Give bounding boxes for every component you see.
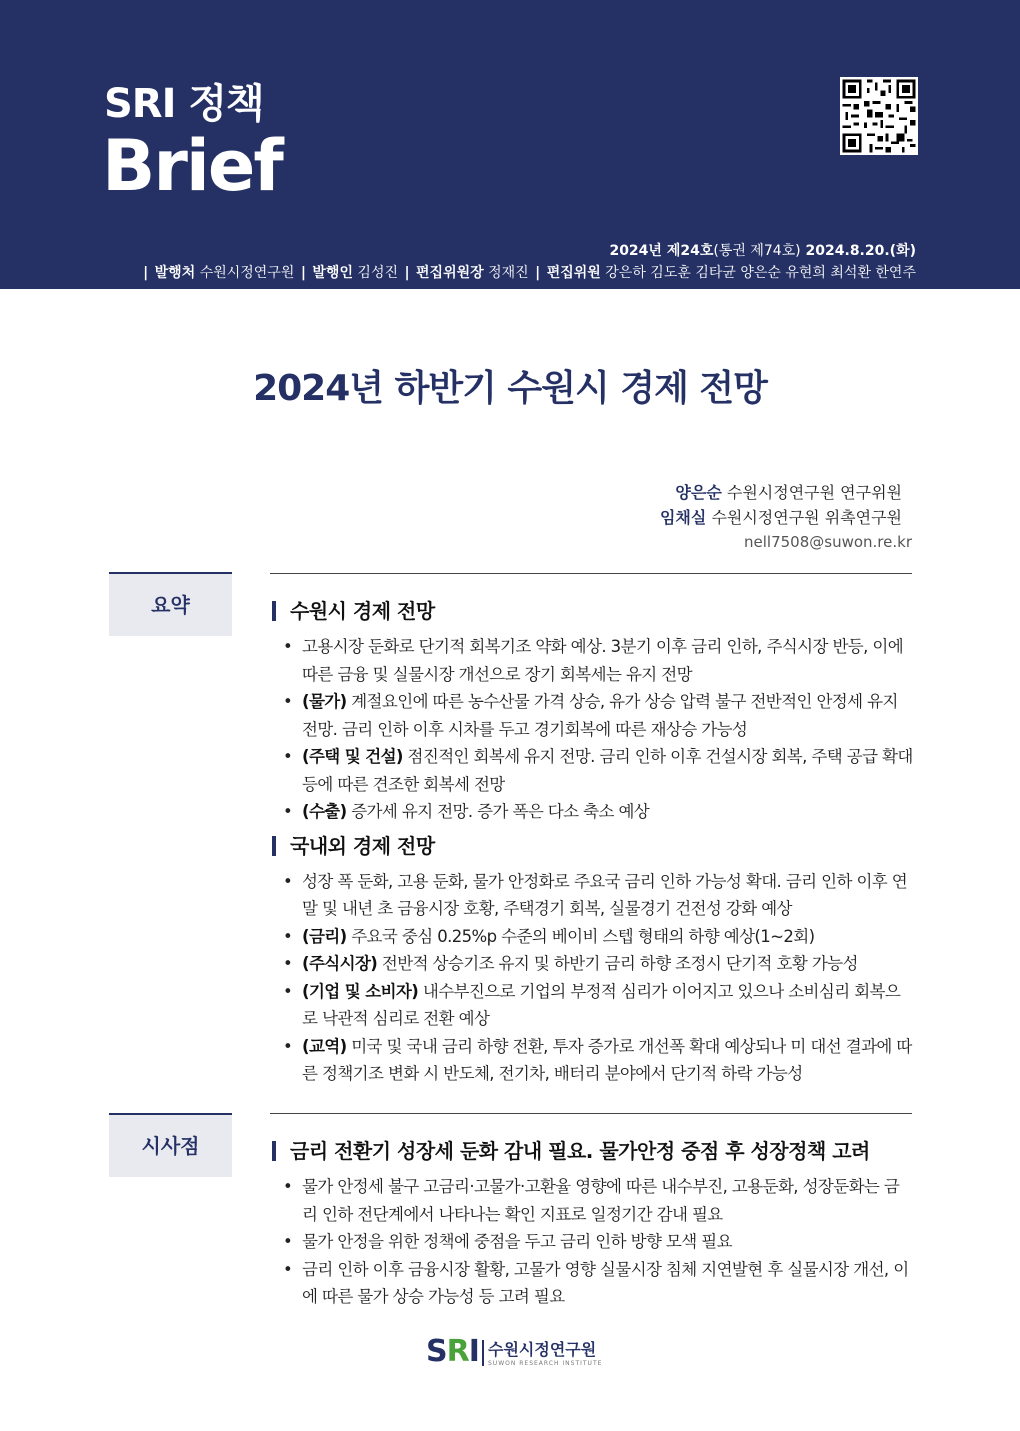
author-email[interactable]: nell7508@suwon.re.kr — [744, 533, 912, 551]
list-item: • (주택 및 건설) 점진적인 회복세 유지 전망. 금리 인하 이후 건설시장 회복, 주택 공급 확대 등에 따른 견조한 회복세 전망 — [272, 743, 914, 798]
issue-date: 2024.8.20.(화) — [805, 243, 916, 259]
list-item: • (물가) 계절요인에 따른 농수산물 가격 상승, 유가 상승 압력 불구 전반적인 안정세 유지 전망. 금리 인하 이후 시차를 두고 경기회복에 따른 재상승 가능성 — [272, 688, 914, 743]
bullet-list — [272, 868, 914, 1088]
section-heading: 국내외 경제 전망 — [272, 832, 914, 860]
logo-line2: Brief — [102, 125, 282, 207]
list-item: • 물가 안정을 위한 정책에 중점을 두고 금리 인하 방향 모색 필요 — [272, 1228, 914, 1256]
sri-logo-icon: SRI — [426, 1334, 479, 1369]
logo-divider — [482, 1340, 484, 1366]
list-item: • 성장 폭 둔화, 고용 둔화, 물가 안정화로 주요국 금리 인하 가능성 확대. 금리 인하 이후 연말 및 내년 초 금융시장 호황, 주택경기 회복, 실물경기 건전성 강화 예상 — [272, 868, 914, 923]
staff-name: 김성진 — [357, 265, 398, 281]
page-title: 2024년 하반기 수원시 경제 전망 — [253, 368, 767, 409]
org-name: 수원시정연구원 — [488, 1340, 597, 1359]
logo-line1: SRI 정책 — [104, 81, 264, 127]
summary-tab: 요약 — [109, 572, 232, 636]
staff-credits: | 발행처 수원시정연구원 | 발행인 김성진 | 편집위원장 정재진 | 편집위원 강은하 김도훈 김타균 양은순 유현희 최석환 한연주 — [143, 265, 916, 281]
masthead — [0, 0, 1020, 289]
list-item: • (기업 및 소비자) 내수부진으로 기업의 부정적 심리가 이어지고 있으나 소비심리 회복으로 낙관적 심리로 전환 예상 — [272, 978, 914, 1033]
list-item: • 물가 안정세 불구 고금리·고물가·고환율 영향에 따른 내수부진, 고용둔화, 성장둔화는 금리 인하 전단계에서 나타나는 확인 지표로 일정기간 감내 필요 — [272, 1173, 914, 1228]
staff-name: 수원시정연구원 — [199, 265, 295, 281]
heading-bar-icon — [272, 836, 276, 856]
divider — [270, 1113, 912, 1114]
staff-role: 발행인 — [312, 265, 353, 281]
staff-name: 강은하 김도훈 김타균 양은순 유현희 최석환 한연주 — [605, 265, 916, 281]
qr-code-icon[interactable] — [840, 77, 918, 155]
divider — [270, 573, 912, 574]
org-name-en: SUWON RESEARCH INSTITUTE — [488, 1360, 603, 1367]
author-name: 양은순 — [675, 483, 722, 502]
footer-logo — [426, 1336, 606, 1372]
list-item: • 고용시장 둔화로 단기적 회복기조 약화 예상. 3분기 이후 금리 인하, 주식시장 반등, 이에 따른 금융 및 실물시장 개선으로 장기 회복세는 유지 전망 — [272, 633, 914, 688]
issue-number: 2024년 제24호 — [609, 243, 714, 259]
staff-name: 정재진 — [488, 265, 529, 281]
list-item: • 금리 인하 이후 금융시장 활황, 고물가 영향 실물시장 침체 지연발현 후 실물시장 개선, 이에 따른 물가 상승 가능성 등 고려 필요 — [272, 1256, 914, 1311]
author-list — [660, 480, 902, 530]
section-heading: 금리 전환기 성장세 둔화 감내 필요. 물가안정 중점 후 성장정책 고려 — [272, 1137, 914, 1165]
issue-total-number: (통권 제74호) — [713, 243, 801, 259]
bullet-list — [272, 1173, 914, 1311]
heading-bar-icon — [272, 1141, 276, 1161]
section-heading: 수원시 경제 전망 — [272, 597, 914, 625]
list-item: • (수출) 증가세 유지 전망. 증가 폭은 다소 축소 예상 — [272, 798, 914, 826]
staff-role: 발행처 — [154, 265, 196, 281]
staff-role: 편집위원 — [546, 265, 601, 281]
author-entry — [660, 480, 902, 505]
implications-content — [272, 1137, 914, 1311]
bullet-list — [272, 633, 914, 826]
list-item: • (금리) 주요국 중심 0.25%p 수준의 베이비 스텝 형태의 하향 예상(1~2회) — [272, 923, 914, 951]
staff-role: 편집위원장 — [416, 265, 484, 281]
author-entry — [660, 505, 902, 530]
implications-tab: 시사점 — [109, 1113, 232, 1177]
list-item: • (교역) 미국 및 국내 금리 하향 전환, 투자 증가로 개선폭 확대 예상되나 미 대선 결과에 따른 정책기조 변화 시 반도체, 전기차, 배터리 분야에서 단기적 하락 가능성 — [272, 1033, 914, 1088]
summary-content — [272, 597, 914, 1088]
author-affiliation: 수원시정연구원 연구위원 — [726, 483, 902, 502]
author-name: 임채실 — [659, 508, 707, 527]
author-affiliation: 수원시정연구원 위촉연구원 — [711, 508, 902, 527]
list-item: • (주식시장) 전반적 상승기조 유지 및 하반기 금리 하향 조정시 단기적 호황 가능성 — [272, 950, 914, 978]
issue-info — [609, 240, 916, 260]
heading-bar-icon — [272, 601, 276, 621]
